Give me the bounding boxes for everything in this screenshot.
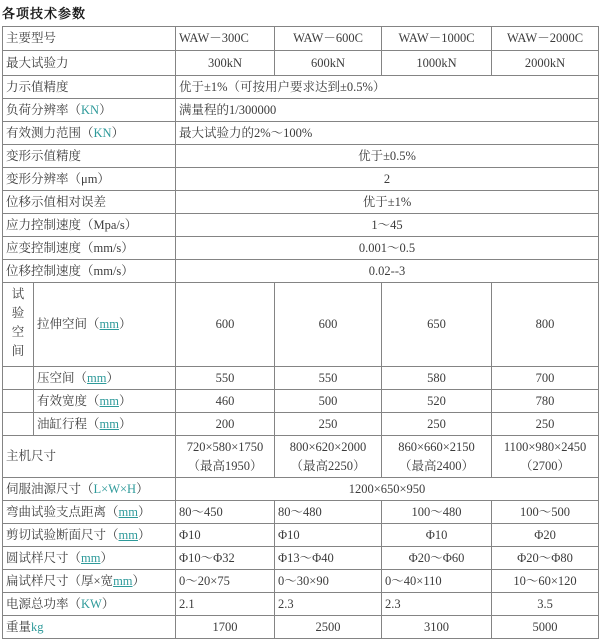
label-text: 应变控制速度（mm/s）	[6, 240, 134, 255]
value-cell: 1～45	[176, 214, 599, 237]
value-cell: 2500	[275, 616, 382, 639]
value-cell: 10～60×120	[492, 570, 599, 593]
value-cell: WAW－1000C	[382, 27, 492, 51]
value-cell: Φ10	[275, 524, 382, 547]
label-text: 应力控制速度（Mpa/s）	[6, 217, 138, 232]
row-label	[3, 27, 176, 51]
value-cell: 650	[382, 283, 492, 367]
unit-link[interactable]: mm	[118, 527, 138, 542]
value-cell: WAW－600C	[275, 27, 382, 51]
value-cell: 2000kN	[492, 51, 599, 76]
value-cell: 80～480	[275, 501, 382, 524]
value-cell: 600kN	[275, 51, 382, 76]
table-row	[3, 76, 599, 99]
value-cell: WAW－300C	[176, 27, 275, 51]
row-label	[3, 478, 176, 501]
row-label	[3, 191, 176, 214]
value-cell: 200	[176, 413, 275, 436]
unit-link[interactable]: mm	[118, 504, 138, 519]
row-label	[34, 283, 176, 367]
value-cell: 1200×650×950	[176, 478, 599, 501]
value-line: （最高2250）	[290, 458, 366, 473]
value-cell: 80～450	[176, 501, 275, 524]
value-line: 860×660×2150	[398, 440, 475, 455]
label-text: 位移控制速度（mm/s）	[6, 263, 134, 278]
table-row	[3, 168, 599, 191]
value-cell: Φ10～Φ32	[176, 547, 275, 570]
value-line: 720×580×1750	[186, 440, 264, 455]
row-label	[3, 51, 176, 76]
value-cell: 250	[492, 413, 599, 436]
value-cell: 优于±1%（可按用户要求达到±0.5%）	[176, 76, 599, 99]
value-cell: 0.02--3	[176, 260, 599, 283]
row-label	[3, 570, 176, 593]
label-text: 电源总功率（	[6, 596, 82, 611]
value-cell: 1700	[176, 616, 275, 639]
label-text: ）	[118, 317, 132, 332]
value-cell: 3.5	[492, 593, 599, 616]
value-cell: Φ20～Φ60	[382, 547, 492, 570]
value-cell: 2.1	[176, 593, 275, 616]
table-row	[3, 51, 599, 76]
group-label-vertical: 试 验 空 间	[3, 283, 34, 367]
value-line: （最高2400）	[399, 458, 475, 473]
label-text: 剪切试验断面尺寸（	[6, 527, 119, 542]
unit-text: kg	[31, 619, 44, 634]
spec-table	[2, 26, 599, 639]
table-row	[3, 524, 599, 547]
label-text: 主要型号	[6, 31, 57, 46]
table-row	[3, 283, 599, 367]
value-cell: 2.3	[382, 593, 492, 616]
value-cell	[492, 436, 599, 478]
row-label	[3, 260, 176, 283]
label-text: 最大试验力	[6, 55, 69, 70]
label-text: 位移示值相对误差	[6, 194, 107, 209]
row-label	[34, 390, 176, 413]
table-row	[3, 390, 599, 413]
value-cell: 0～20×75	[176, 570, 275, 593]
label-text: 伺服油源尺寸（	[6, 481, 94, 496]
value-cell: Φ20	[492, 524, 599, 547]
row-label	[3, 593, 176, 616]
label-text: 圆试样尺寸（	[6, 550, 82, 565]
label-text: 变形示值精度	[6, 148, 82, 163]
unit-link[interactable]: mm	[99, 393, 119, 408]
table-row	[3, 260, 599, 283]
unit-text: KW	[81, 596, 102, 611]
unit-text: KN	[81, 102, 100, 117]
label-text: ）	[137, 527, 151, 542]
table-row	[3, 214, 599, 237]
unit-link[interactable]: mm	[99, 317, 119, 332]
label-text: 拉伸空间（	[37, 317, 100, 332]
value-cell: Φ13～Φ40	[275, 547, 382, 570]
label-text: 有效宽度（	[37, 393, 100, 408]
value-cell: 100～500	[492, 501, 599, 524]
label-text: ）	[137, 504, 151, 519]
row-label	[3, 168, 176, 191]
value-cell: 600	[275, 283, 382, 367]
value-cell	[176, 436, 275, 478]
unit-text: L×W×H	[93, 481, 137, 496]
label-text: 弯曲试验支点距离（	[6, 504, 119, 519]
label-text: 负荷分辨率（	[6, 102, 82, 117]
value-cell: 600	[176, 283, 275, 367]
row-label	[3, 524, 176, 547]
value-cell: 550	[176, 367, 275, 390]
value-cell: 0～40×110	[382, 570, 492, 593]
group-spacer-cell	[3, 413, 34, 436]
row-label	[3, 616, 176, 639]
value-cell: 3100	[382, 616, 492, 639]
value-cell: 2.3	[275, 593, 382, 616]
table-row	[3, 367, 599, 390]
value-cell: WAW－2000C	[492, 27, 599, 51]
unit-link[interactable]: mm	[99, 416, 119, 431]
label-text: 压空间（	[37, 370, 88, 385]
row-label	[3, 76, 176, 99]
value-cell: 0～30×90	[275, 570, 382, 593]
label-text: 扁试样尺寸（厚×宽	[6, 573, 114, 588]
table-row	[3, 237, 599, 260]
label-text: 有效测力范围（	[6, 125, 94, 140]
label-text: ）	[106, 370, 119, 385]
value-cell: 520	[382, 390, 492, 413]
page-title: 各项技术参数	[2, 6, 87, 21]
row-label	[3, 237, 176, 260]
table-row	[3, 436, 599, 478]
value-cell: 最大试验力的2%～100%	[176, 122, 599, 145]
value-cell: Φ10	[176, 524, 275, 547]
table-row	[3, 501, 599, 524]
table-row	[3, 27, 599, 51]
label-text: ）	[118, 416, 132, 431]
value-cell: 满量程的1/300000	[176, 99, 599, 122]
value-cell: 550	[275, 367, 382, 390]
row-label	[3, 501, 176, 524]
row-label	[34, 367, 176, 390]
value-cell: 100～480	[382, 501, 492, 524]
value-cell: 250	[382, 413, 492, 436]
value-line: 800×620×2000	[289, 440, 367, 455]
row-label	[3, 436, 176, 478]
unit-link[interactable]: mm	[81, 550, 101, 565]
value-line: 1100×980×2450	[503, 440, 587, 455]
value-cell: 700	[492, 367, 599, 390]
label-text: ）	[99, 102, 112, 117]
table-row	[3, 616, 599, 639]
value-cell: 优于±0.5%	[176, 145, 599, 168]
row-label	[3, 145, 176, 168]
value-cell: 5000	[492, 616, 599, 639]
label-text: ）	[111, 125, 125, 140]
row-label	[3, 122, 176, 145]
table-row	[3, 122, 599, 145]
row-label	[34, 413, 176, 436]
value-cell: Φ20～Φ80	[492, 547, 599, 570]
value-cell: 250	[275, 413, 382, 436]
label-text: ）	[136, 481, 149, 496]
value-cell: 优于±1%	[176, 191, 599, 214]
label-text: ）	[101, 596, 115, 611]
value-cell: 500	[275, 390, 382, 413]
row-label	[3, 99, 176, 122]
label-text: 主机尺寸	[6, 449, 57, 464]
table-row	[3, 593, 599, 616]
unit-link[interactable]: mm	[113, 573, 133, 588]
table-row	[3, 547, 599, 570]
value-line: （2700）	[520, 458, 571, 473]
row-label	[3, 547, 176, 570]
table-row	[3, 191, 599, 214]
value-cell: 460	[176, 390, 275, 413]
value-cell: 580	[382, 367, 492, 390]
value-line: （最高1950）	[187, 458, 263, 473]
value-cell: 800	[492, 283, 599, 367]
group-spacer-cell	[3, 367, 34, 390]
value-cell: 780	[492, 390, 599, 413]
label-text: ）	[118, 393, 132, 408]
label-text: 力示值精度	[6, 79, 69, 94]
table-row	[3, 99, 599, 122]
label-text: 变形分辨率（μm）	[6, 171, 110, 186]
label-text: 重量	[6, 619, 32, 634]
table-row	[3, 570, 599, 593]
table-row	[3, 413, 599, 436]
label-text: ）	[100, 550, 113, 565]
table-row	[3, 478, 599, 501]
value-cell: Φ10	[382, 524, 492, 547]
value-cell	[382, 436, 492, 478]
value-cell: 2	[176, 168, 599, 191]
value-cell: 1000kN	[382, 51, 492, 76]
label-text: 油缸行程（	[37, 416, 100, 431]
unit-text: KN	[93, 125, 112, 140]
value-cell: 300kN	[176, 51, 275, 76]
table-row	[3, 145, 599, 168]
row-label	[3, 214, 176, 237]
label-text: ）	[132, 573, 146, 588]
value-cell: 0.001～0.5	[176, 237, 599, 260]
value-cell	[275, 436, 382, 478]
group-spacer-cell	[3, 390, 34, 413]
unit-link[interactable]: mm	[87, 370, 107, 385]
page	[0, 3, 612, 639]
